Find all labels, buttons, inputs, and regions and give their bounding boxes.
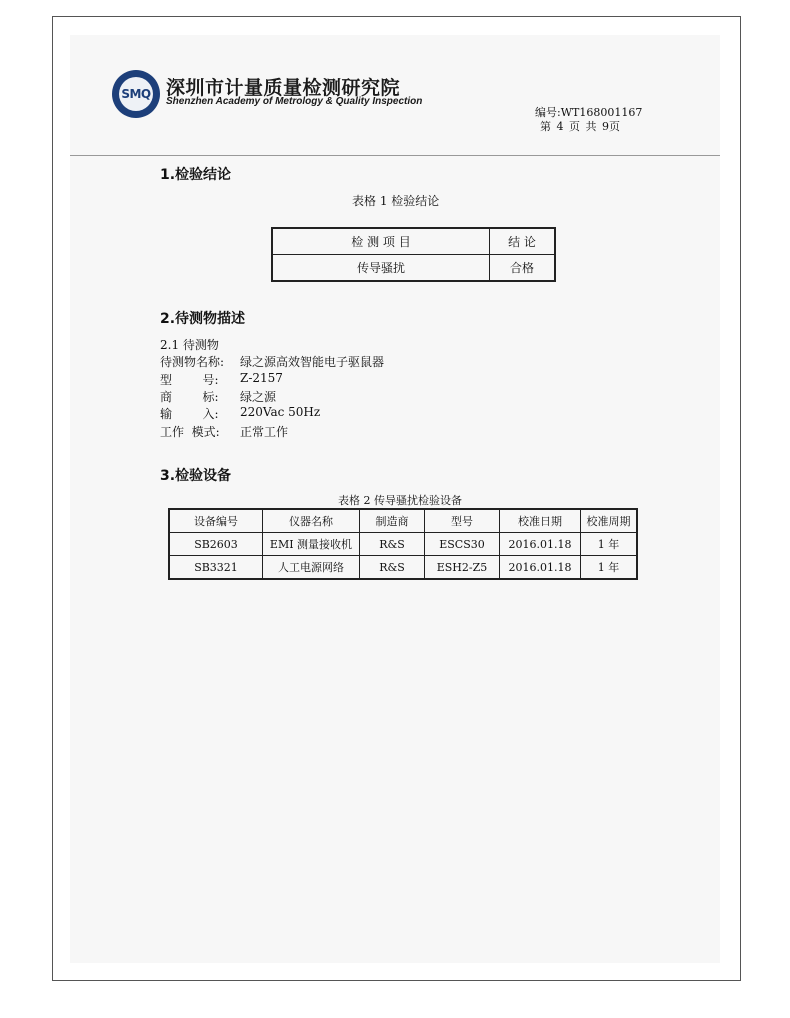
table-header-row bbox=[272, 228, 555, 255]
logo-text: SMQ bbox=[119, 77, 153, 111]
smq-logo bbox=[112, 70, 160, 118]
section-3-title: 3.检验设备 bbox=[160, 468, 232, 484]
column-header: 制造商 bbox=[360, 509, 425, 533]
table-cell: SB3321 bbox=[169, 556, 263, 580]
organization-name-en: Shenzhen Academy of Metrology & Quality Inspection bbox=[166, 96, 423, 107]
column-header: 校准日期 bbox=[500, 509, 581, 533]
table-cell: 合格 bbox=[490, 255, 556, 282]
table-cell: 1 年 bbox=[581, 533, 638, 556]
table-cell: 2016.01.18 bbox=[500, 556, 581, 580]
table-cell: 人工电源网络 bbox=[263, 556, 360, 580]
field-value: 绿之源高效智能电子驱鼠器 bbox=[240, 355, 385, 369]
table-cell: ESH2-Z5 bbox=[425, 556, 500, 580]
field-label: 型 号: bbox=[160, 373, 219, 387]
table-cell: EMI 测量接收机 bbox=[263, 533, 360, 556]
table-1-caption: 表格 1 检验结论 bbox=[352, 194, 440, 208]
table-cell: 1 年 bbox=[581, 556, 638, 580]
field-value: 正常工作 bbox=[240, 425, 289, 439]
document-number: 编号:WT168001167 bbox=[535, 106, 643, 119]
table-row bbox=[169, 556, 637, 580]
header-divider bbox=[70, 155, 720, 156]
field-label: 工作 模式: bbox=[160, 425, 220, 439]
field-label: 待测物名称: bbox=[160, 355, 225, 369]
column-header: 型号 bbox=[425, 509, 500, 533]
table-cell: R&S bbox=[360, 556, 425, 580]
table-header-row bbox=[169, 509, 637, 533]
field-label: 商 标: bbox=[160, 390, 219, 404]
table-cell: SB2603 bbox=[169, 533, 263, 556]
column-header: 设备编号 bbox=[169, 509, 263, 533]
section-1-title: 1.检验结论 bbox=[160, 167, 232, 183]
sub-section-title: 2.1 待测物 bbox=[160, 338, 219, 352]
table-row bbox=[272, 255, 555, 282]
table-cell: ESCS30 bbox=[425, 533, 500, 556]
section-2-title: 2.待测物描述 bbox=[160, 311, 246, 327]
column-header: 校准周期 bbox=[581, 509, 638, 533]
column-header: 检 测 项 目 bbox=[272, 228, 490, 255]
conclusion-table bbox=[271, 227, 556, 282]
table-2-caption: 表格 2 传导骚扰检验设备 bbox=[338, 494, 462, 507]
column-header: 仪器名称 bbox=[263, 509, 360, 533]
table-row bbox=[169, 533, 637, 556]
field-value: 绿之源 bbox=[240, 390, 277, 404]
field-value: 220Vac 50Hz bbox=[240, 405, 321, 419]
table-cell: 传导骚扰 bbox=[272, 255, 490, 282]
field-label: 输 入: bbox=[160, 407, 219, 421]
table-cell: 2016.01.18 bbox=[500, 533, 581, 556]
page-number: 第 4 页 共 9页 bbox=[540, 120, 620, 133]
column-header: 结 论 bbox=[490, 228, 556, 255]
organization-name-cn: 深圳市计量质量检测研究院 bbox=[166, 77, 401, 99]
field-value: Z-2157 bbox=[240, 371, 283, 385]
equipment-table bbox=[168, 508, 638, 580]
table-cell: R&S bbox=[360, 533, 425, 556]
